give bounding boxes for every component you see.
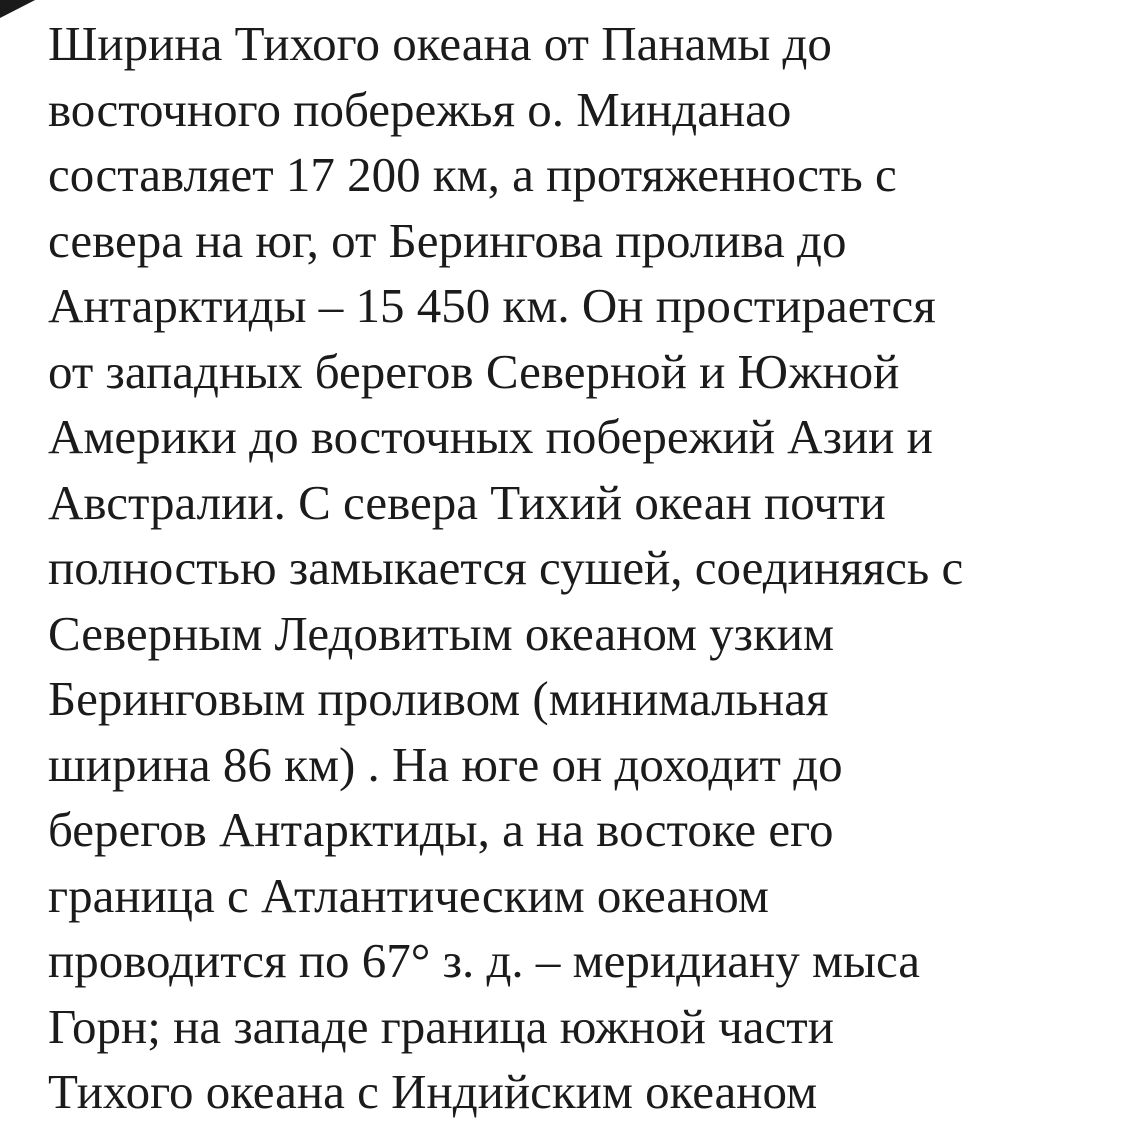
text-line: Горн; на западе граница южной части bbox=[48, 998, 834, 1054]
text-line: ширина 86 км) . На юге он доходит до bbox=[48, 736, 843, 792]
text-line: восточного побережья о. Минданао bbox=[48, 81, 792, 137]
text-line: Австралии. С севера Тихий океан почти bbox=[48, 474, 886, 530]
text-line: севера на юг, от Берингова пролива до bbox=[48, 212, 847, 268]
text-line: полностью замыкается сушей, соединяясь с bbox=[48, 540, 964, 595]
text-line: Америки до восточных побережий Азии и bbox=[48, 409, 933, 464]
text-line: Антарктиды – 15 450 км. Он простирается bbox=[48, 278, 936, 333]
text-line: Северным Ледовитым океаном узким bbox=[48, 605, 835, 661]
text-line: от западных берегов Северной и Южной bbox=[48, 343, 900, 399]
text-line: берегов Антарктиды, а на востоке его bbox=[48, 802, 834, 857]
text-line: граница с Атлантическим океаном bbox=[48, 867, 769, 923]
text-line: Ширина Тихого океана от Панамы до bbox=[48, 16, 832, 71]
text-line: проводится по 67° з. д. – меридиану мыса bbox=[48, 933, 921, 988]
document-text bbox=[48, 11, 1118, 1124]
text-line: Беринговым проливом (минимальная bbox=[48, 671, 829, 726]
text-line: составляет 17 200 км, а протяженность с bbox=[48, 147, 897, 202]
text-line: Тихого океана с Индийским океаном bbox=[48, 1064, 818, 1119]
